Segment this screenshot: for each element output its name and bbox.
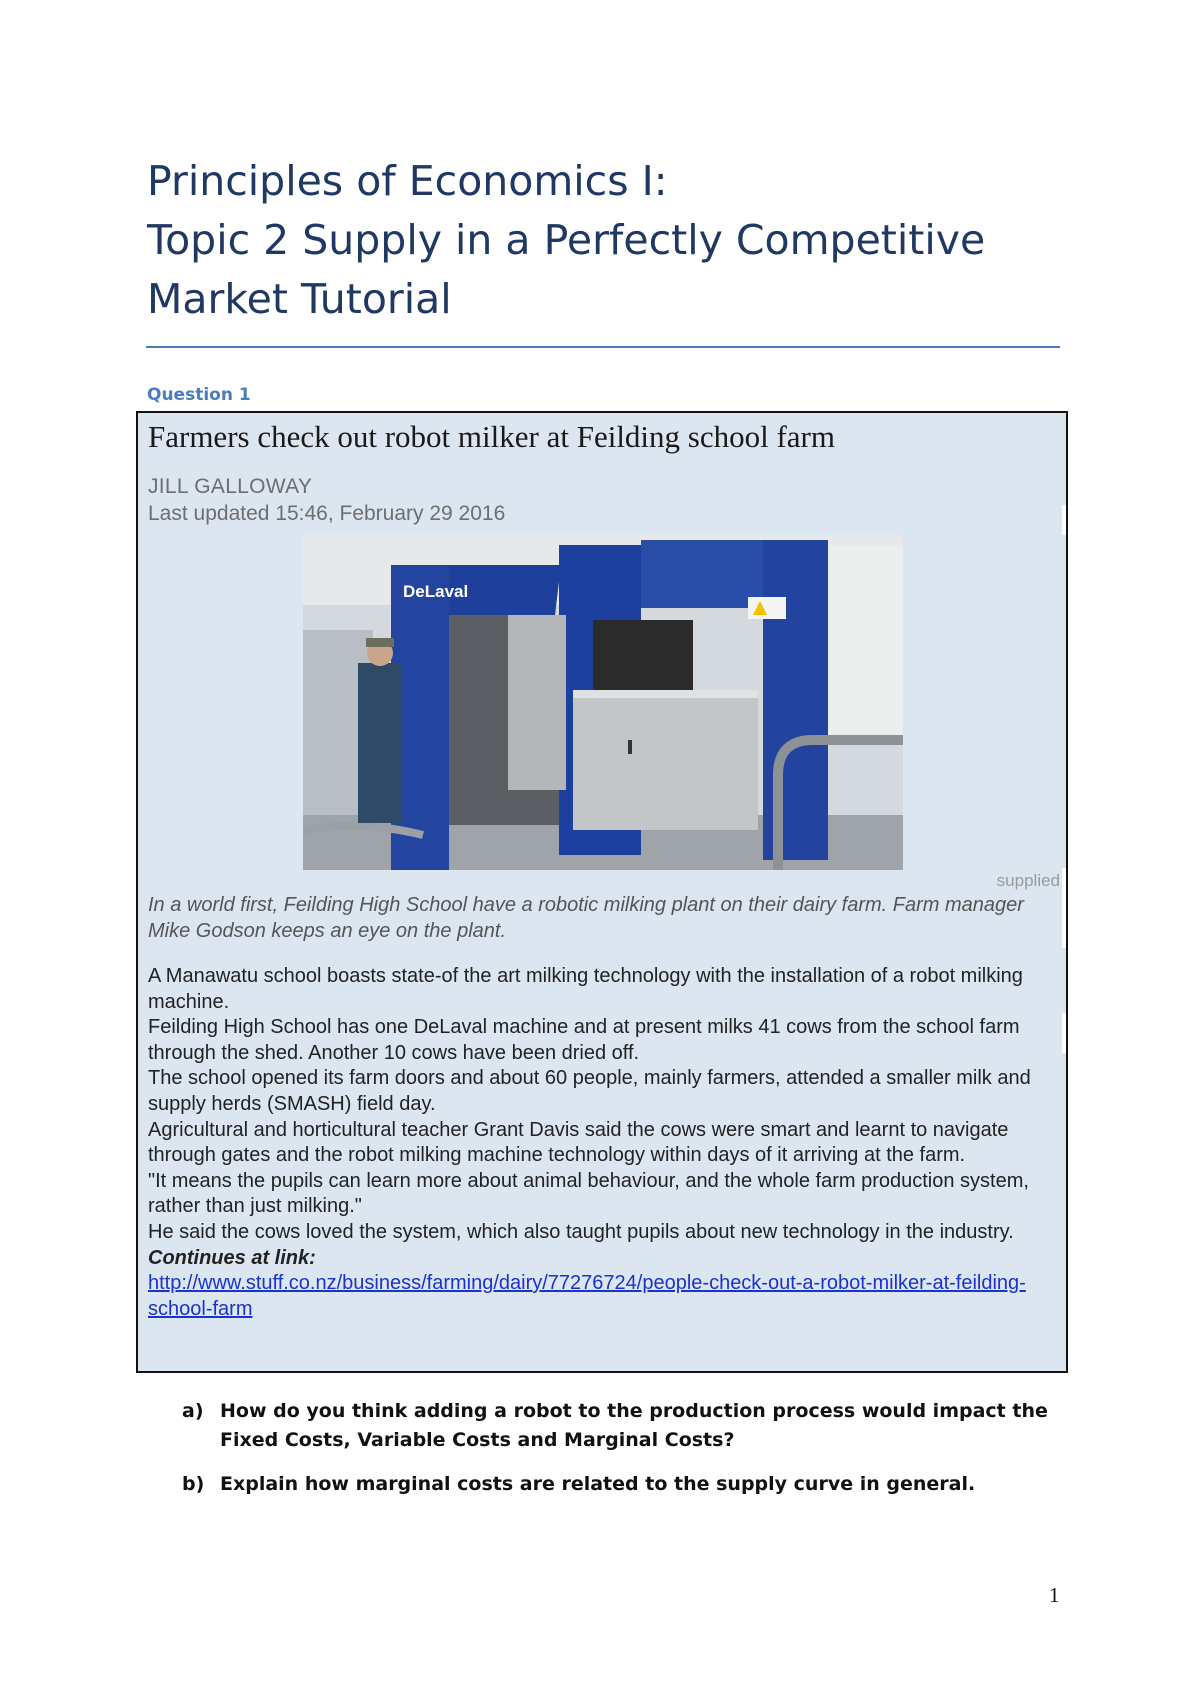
question-text: Explain how marginal costs are related to the supply curve in general. [220, 1473, 976, 1495]
document-title [147, 152, 1067, 329]
article-paragraph: "It means the pupils can learn more about animal behaviour, and the whole farm production system, rather than just milking." [148, 1169, 1029, 1218]
question-list [182, 1397, 1062, 1514]
article-paragraph: Agricultural and horticultural teacher Grant Davis said the cows were smart and learnt to navigate through gates and the robot milking machine technology within days of it arriving at the farm. [148, 1118, 1009, 1167]
continues-label: Continues at link: [148, 1246, 316, 1269]
question-item [182, 1470, 1062, 1499]
edge-mark [1062, 1013, 1066, 1053]
edge-mark [1062, 868, 1066, 948]
question-item [182, 1397, 1062, 1455]
title-line-2: Topic 2 Supply in a Perfectly Competitive [147, 216, 986, 264]
article-headline: Farmers check out robot milker at Feilding school farm [148, 419, 835, 454]
article-paragraph: The school opened its farm doors and about 60 people, mainly farmers, attended a smaller milk and supply herds (SMASH) field day. [148, 1067, 1031, 1115]
article-photo [303, 535, 903, 870]
photo-caption: In a world first, Feilding High School have a robotic milking plant on their dairy farm. Farm manager Mike Godson keeps an eye on the plant. [148, 894, 1024, 942]
article-paragraph: A Manawatu school boasts state-of the art milking technology with the installation of a robot milking machine. [148, 965, 1023, 1013]
question-text: How do you think adding a robot to the production process would impact the Fixed Costs, Variable Costs and Marginal Costs? [220, 1400, 1048, 1451]
title-line-3: Market Tutorial [147, 275, 452, 323]
title-divider [146, 346, 1060, 348]
question-letter: a) [182, 1400, 204, 1422]
article-body [148, 964, 1053, 1322]
robot-milker-photo [303, 535, 903, 870]
article-link[interactable]: http://www.stuff.co.nz/business/farming/dairy/77276724/people-check-out-a-robot-milker-at-feilding-school-farm [148, 1272, 1026, 1320]
article-author: JILL GALLOWAY [148, 475, 313, 498]
photo-credit: supplied [996, 871, 1060, 890]
article-updated: Last updated 15:46, February 29 2016 [148, 502, 506, 525]
question-heading: Question 1 [147, 385, 251, 405]
article-paragraph: He said the cows loved the system, which also taught pupils about new technology in the industry. [148, 1220, 1014, 1243]
edge-mark [1062, 505, 1066, 535]
photo-brand-label: DeLaval [403, 582, 469, 601]
question-letter: b) [182, 1473, 205, 1495]
page-number: 1 [1049, 1583, 1060, 1607]
article-paragraph: Feilding High School has one DeLaval machine and at present milks 41 cows from the school farm through the shed. Another 10 cows have been dried off. [148, 1016, 1020, 1064]
title-line-1: Principles of Economics I: [147, 157, 668, 205]
news-article [136, 411, 1068, 1373]
